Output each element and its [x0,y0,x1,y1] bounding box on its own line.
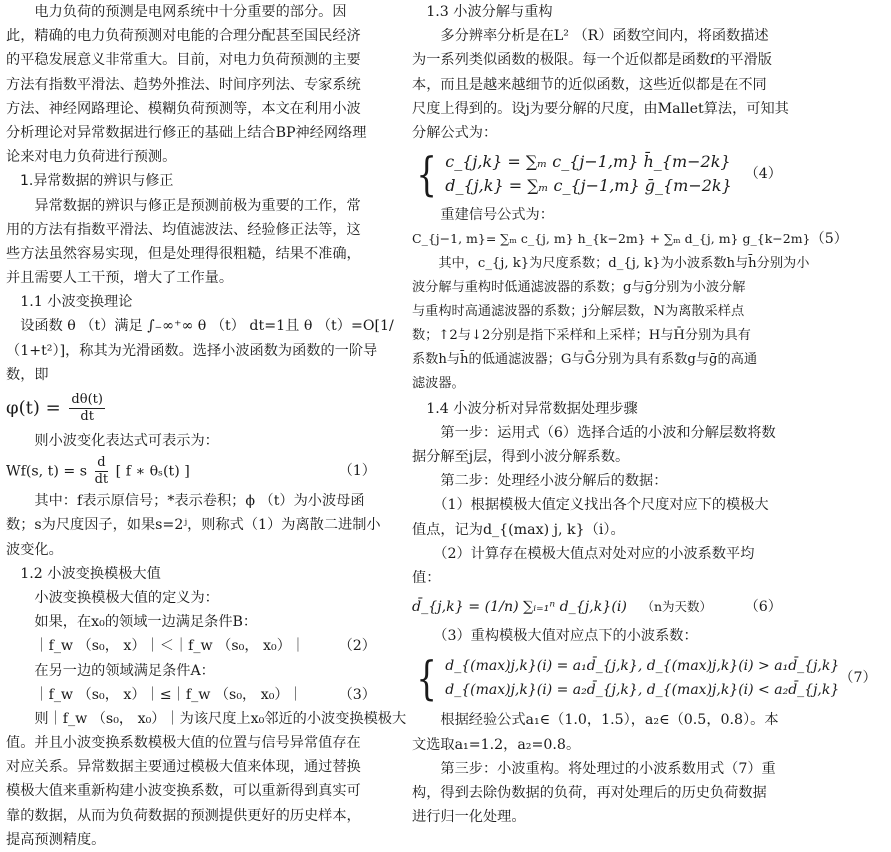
equation-note: （n为天数） [641,599,713,615]
equation-number: （1） [338,463,376,480]
text-line: 根据经验公式a₁∈（1.0，1.5），a₂∈（0.5，0.8）。本 [412,712,779,729]
equation-number: （6） [744,599,782,616]
subsection-heading: 1.1 小波变换理论 [6,294,133,311]
text-line: 分析理论对异常数据进行修正的基础上结合BP神经网络理 [6,124,367,141]
equation-lhs: φ(t) = [6,397,61,418]
text-line: 值点，记为d_{(max) j, k}（i）。 [412,521,625,538]
equation-row: d_{(max)j,k}(i) = a₁d̄_{j,k}, d_{(max)j,k}(i) > a₁d̄_{j,k} [445,658,840,675]
text-line: 则｜f_w （s₀， x₀）｜为该尺度上x₀邻近的小波变换模极大 [6,710,407,727]
text-line: 为一系列类似函数的极限。每一个近似都是函数f的平滑版 [412,52,772,69]
text-line: 文选取a₁=1.2，a₂=0.8。 [412,736,581,753]
equation-number: （2） [338,638,376,655]
section-heading: 1.异常数据的辨识与修正 [6,173,174,190]
text-line: 重建信号公式为： [412,207,554,224]
equation-lhs: Wf(s, t) = s [6,463,88,480]
fraction-denominator: dt [80,408,94,424]
equation-2 [6,634,390,658]
text-line: 尺度上得到的。设j为要分解的尺度，由Mallet算法，可知其 [412,100,789,117]
equation-6 [412,590,796,624]
text-line: 方法有指数平滑法、趋势外推法、时间序列法、专家系统 [6,76,361,93]
equation-rhs: [ f ∗ θₛ(t) ] [115,463,190,480]
equation-system [412,651,840,706]
text-line: 并且需要人工干预，增大了工作量。 [6,270,234,287]
equation-body: C_{j−1, m}= ∑ₘ c_{j, m} h_{k−2m} + ∑ₘ d_{j, m} g_{k−2m} [412,231,811,247]
text-line: 靠的数据，从而为负荷数据的预测提供更好的历史样本， [6,807,361,824]
text-line: 提高预测精度。 [6,831,106,848]
text-line: 在另一边的领域满足条件A： [6,662,215,679]
text-line: 波分解与重构时低通滤波器的系数；g与ḡ分别为小波分解 [412,279,746,295]
text-line: 其中，c_{j, k}为尺度系数；d_{j, k}为小波系数h与h̄分别为小 [412,255,810,271]
text-line: 设函数 θ （t）满足 ∫₋∞⁺∞ θ （t） dt=1且 θ （t）=O[1/ [6,318,394,335]
equation-number: （3） [338,686,376,703]
text-line: 第三步：小波重构。将处理过的小波系数用式（7）重 [412,760,776,777]
text-line: 电力负荷的预测是电网系统中十分重要的部分。因 [6,4,347,20]
equation-3 [6,683,390,707]
text-line: 波变化。 [6,541,63,558]
equation-5 [412,227,848,251]
text-line: 数，即 [6,366,49,383]
text-line: 此，精确的电力负荷预测对电能的合理分配甚至国民经济 [6,28,361,45]
fraction [69,392,105,425]
equation-7 [412,648,877,708]
left-column [6,0,407,852]
text-line: （1）根据模极大值定义找出各个尺度对应下的模极大 [412,497,769,514]
equation-row: c_{j,k} = ∑ₘ c_{j−1,m} h̄_{m−2k} [445,152,731,172]
text-line: 值： [412,569,441,586]
text-line: 的平稳发展意义非常重大。目前，对电力负荷预测的主要 [6,52,361,69]
equation-row: d_{j,k} = ∑ₘ c_{j−1,m} ḡ_{m−2k} [445,176,732,196]
fraction-numerator: dθ(t) [71,391,103,407]
equation-1 [6,453,390,489]
text-line: 模极大值来重新构建小波变换系数，可以重新得到真实可 [6,783,361,800]
text-line: 据分解至j层，得到小波分解系数。 [412,449,630,465]
subsection-heading: 1.3 小波分解与重构 [412,4,553,20]
text-line: 值。并且小波变换系数模极大值的位置与信号异常值存在 [6,735,361,752]
text-line: 对应关系。异常数据主要通过模极大值来体现，通过替换 [6,759,361,776]
text-line: 进行归一化处理。 [412,809,526,826]
text-line: 异常数据的辨识与修正是预测前极为重要的工作，常 [6,197,361,214]
text-line: 则小波变化表达式可表示为： [6,433,219,449]
brace-icon: { [416,651,437,706]
text-line: 些方法虽然容易实现，但是处理得很粗糙，结果不准确， [6,245,361,262]
equation-row: d_{(max)j,k}(i) = a₂d̄_{j,k}, d_{(max)j,k}(i) < a₂d̄_{j,k} [445,682,840,699]
text-line: 分解公式为： [412,124,498,141]
equation-body: d̄_{j,k} = (1/n) ∑ᵢ₌₁ⁿ d_{j,k}(i) [412,599,627,616]
equation-number: （5） [810,231,848,248]
equation-4 [412,145,796,203]
text-line: 其中：f表示原信号；*表示卷积；ϕ （t）为小波母函 [6,493,365,510]
text-line: 方法、神经网路理论、模糊负荷预测等，本文在利用小波 [6,100,361,117]
text-line: 第二步：处理经小波分解后的数据： [412,473,668,490]
text-line: 论来对电力负荷进行预测。 [6,149,177,166]
text-line: 用的方法有指数平滑法、均值滤波法、经验修正法等，这 [6,221,361,238]
text-line: 如果，在x₀的领域一边满足条件B： [6,614,258,631]
equation-number: （7） [839,670,877,687]
equation-body: ｜f_w （s₀， x）｜＜｜f_w （s₀， x₀）｜ [6,638,306,655]
text-line: 数；s为尺度因子，如果s=2ʲ，则称式（1）为离散二进制小 [6,517,381,534]
text-line: （1+t²）]，称其为光滑函数。选择小波函数为函数的一阶导 [6,342,378,359]
equation-number: （4） [744,166,782,183]
text-line: 滤波器。 [412,376,465,392]
equation-system [412,147,732,202]
text-line: 构，得到去除伪数据的负荷，再对处理后的历史负荷数据 [412,784,767,801]
equation-body: ｜f_w （s₀， x）｜≤｜f_w （s₀， x₀）｜ [6,686,303,703]
text-line: 小波变换模极大值的定义为： [6,589,219,606]
fraction [95,455,109,488]
brace-icon: { [416,147,437,202]
subsection-heading: 1.2 小波变换模极大值 [6,565,161,582]
subsection-heading: 1.4 小波分析对异常数据处理步骤 [412,400,638,417]
text-line: 与重构时高通滤波器的系数；j分解层数，N为离散采样点 [412,303,745,319]
fraction-numerator: d [97,454,106,470]
text-line: 系数h与h̄的低通滤波器；G与Ḡ分别为具有系数g与ḡ的高通 [412,352,758,368]
equation-phi [6,387,390,429]
text-line: （3）重构模极大值对应点下的小波系数： [412,628,698,645]
fraction-denominator: dt [94,471,109,487]
section1-paragraph [6,194,390,291]
intro-paragraph [6,0,390,169]
text-line: 多分辨率分析是在L² （R）函数空间内，将函数描述 [412,28,769,45]
text-line: 本，而且是越来越细节的近似函数，这些近似都是在不同 [412,76,767,93]
text-line: 第一步：运用式（6）选择合适的小波和分解层数将数 [412,424,776,441]
eq5-explanation [412,252,810,397]
text-line: （2）计算存在模极大值点对处对应的小波系数平均 [412,545,755,562]
text-line: 数；↑2与↓2分别是指下采样和上采样；H与H̄分别为具有 [412,328,751,344]
right-column [412,0,877,829]
